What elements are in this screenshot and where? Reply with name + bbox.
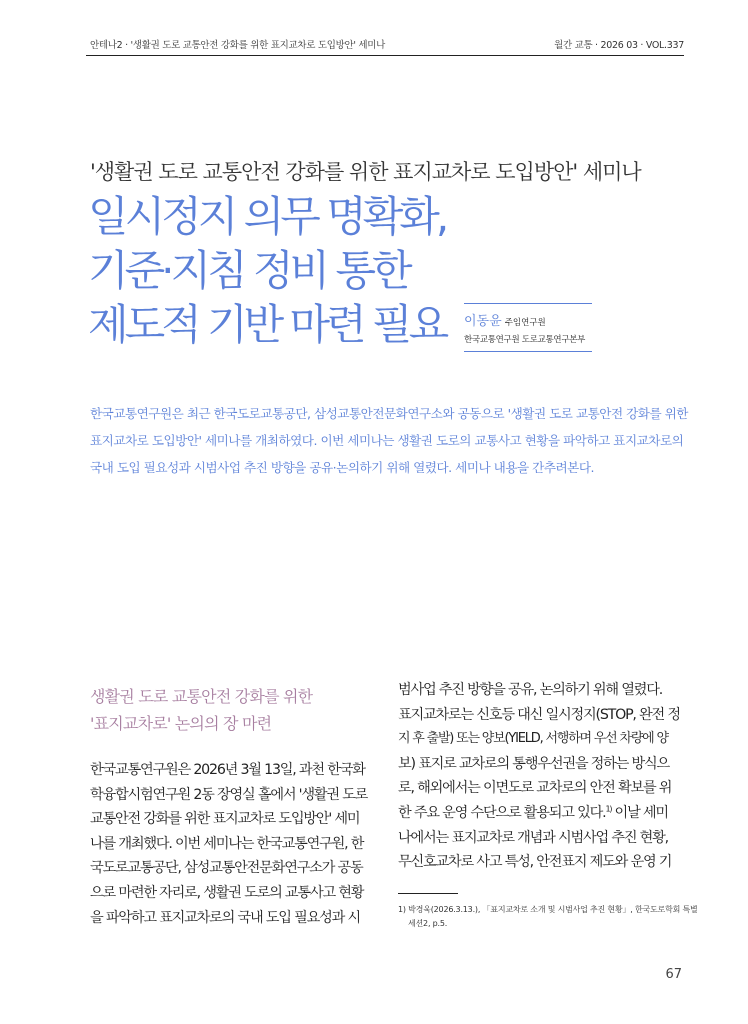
section-heading-line: '표지교차로' 논의의 장 마련 <box>90 714 272 733</box>
body-line: 을 파악하고 표지교차로의 국내 도입 필요성과 시 <box>90 909 360 926</box>
body-line: 한국교통연구원은 2026년 3월 13일, 과천 한국화 <box>90 762 365 778</box>
body-text: 이날 세미 <box>611 804 668 821</box>
author-org: 한국교통연구원 도로교통연구본부 <box>464 335 586 345</box>
body-line: 지 후 출발) 또는 양보(YIELD, 서행하며 우선 차량에 양 <box>398 731 668 747</box>
footnote-divider <box>398 893 458 894</box>
body-line: 범사업 추진 방향을 공유, 논의하기 위해 열렸다. <box>398 682 663 698</box>
author-rank: 주임연구원 <box>504 318 546 328</box>
author-box <box>464 303 592 352</box>
footnote-line: 1) 박경욱(2026.3.13.), 「표지교차로 소개 및 시범사업 추진 현황」, 한국도로학회 특별 <box>398 905 698 914</box>
body-line <box>398 801 680 826</box>
title-line: 일시정지 의무 명확화, <box>88 192 446 241</box>
running-header-issue: 월간 교통 · 2026 03 · VOL.337 <box>554 40 684 51</box>
body-line: 무신호교차로 사고 특성, 안전표지 제도와 운영 기 <box>398 854 672 871</box>
body-line: 학융합시험연구원 2동 장영실 홀에서 '생활권 도로 <box>90 786 368 803</box>
article-title <box>88 190 445 352</box>
body-line: 로, 해외에서는 이면도로 교차로의 안전 확보를 위 <box>398 780 672 797</box>
body-line: 나를 개최했다. 이번 세미나는 한국교통연구원, 한 <box>90 835 364 852</box>
body-line: 으로 마련한 자리로, 생활권 도로의 교통사고 현황 <box>90 884 364 901</box>
body-line: 국도로교통공단, 삼성교통안전문화연구소가 공동 <box>90 860 363 877</box>
section-heading <box>90 683 312 737</box>
body-line: 표지교차로는 신호등 대신 일시정지(STOP, 완전 정 <box>398 706 680 723</box>
body-line: 나에서는 표지교차로 개념과 시범사업 추진 현황, <box>398 829 668 846</box>
running-header-section: 안테나2 · '생활권 도로 교통안전 강화를 위한 표지교차로 도입방안' 세미나 <box>90 40 385 51</box>
footnote-ref[interactable]: 1) <box>605 804 612 814</box>
body-column-right <box>398 678 680 875</box>
body-text: 한 주요 운영 수단으로 활용되고 있다. <box>398 804 606 821</box>
page-number: 67 <box>665 967 682 982</box>
body-line: 보) 표지로 교차로의 통행우선권을 정하는 방식으 <box>398 755 669 772</box>
lead-paragraph: 한국교통연구원은 최근 한국도로교통공단, 삼성교통안전문화연구소와 공동으로 '생활권 도로 교통안전 강화를 위한 표지교차로 도입방안' 세미나를 개최하였다. 이번 세미나는 생활권 도로의 교통사고 현황을 파악하고 표지교차로의 국내 도입 필요성과 시범사업 추진 방향을 공유·논의하기 위해 열렸다. 세미나 내용을 간추려본다. <box>90 406 688 475</box>
title-line: 제도적 기반 마련 필요 <box>88 300 446 349</box>
footnote <box>398 903 698 931</box>
body-line: 교통안전 강화를 위한 표지교차로 도입방안' 세미 <box>90 811 360 828</box>
section-heading-line: 생활권 도로 교통안전 강화를 위한 <box>90 687 313 706</box>
article-subtitle: '생활권 도로 교통안전 강화를 위한 표지교차로 도입방안' 세미나 <box>90 160 641 184</box>
header-divider <box>86 55 684 56</box>
author-name: 이동윤 <box>464 314 502 329</box>
body-column-left <box>90 758 367 930</box>
footnote-line: 세션2, p.5. <box>408 919 448 928</box>
title-line: 기준·지침 정비 통한 <box>88 246 409 295</box>
